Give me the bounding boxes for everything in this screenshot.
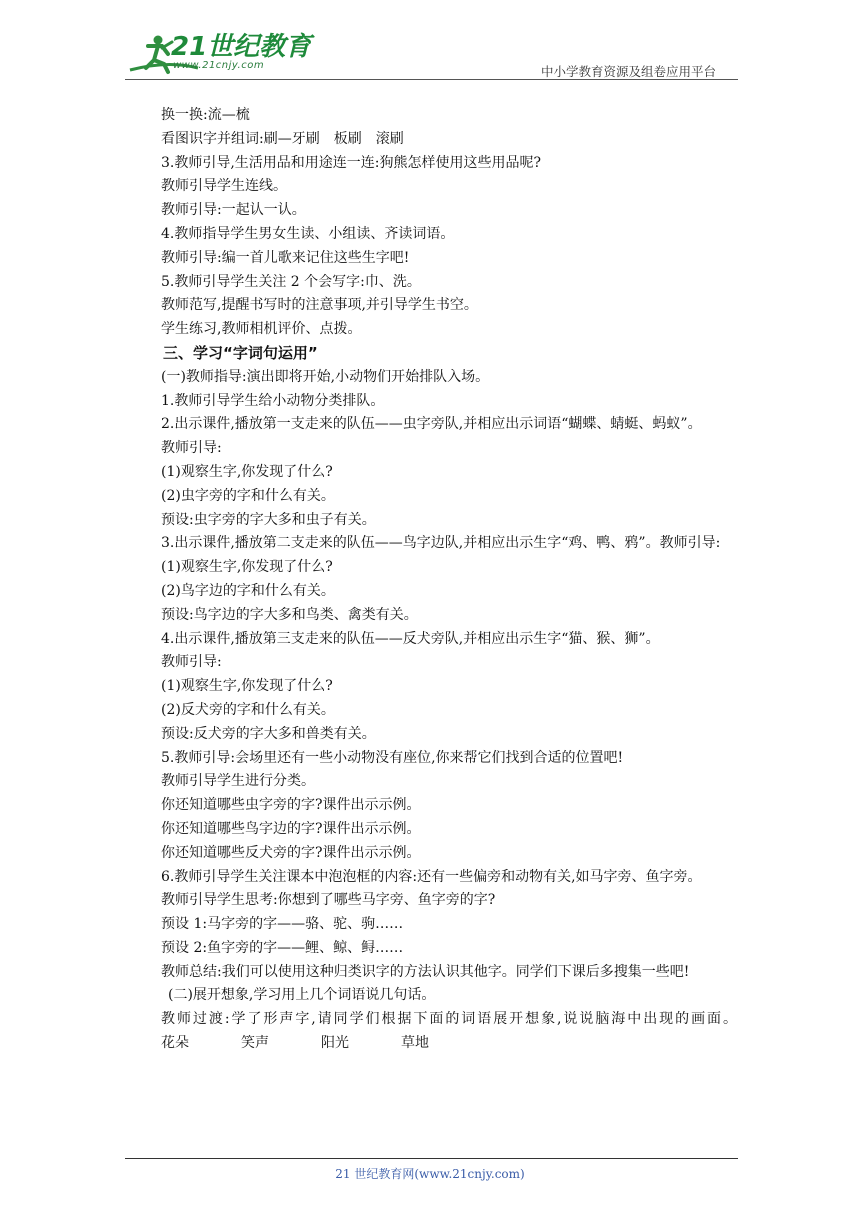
text-line: 教师引导学生进行分类。 [161, 773, 315, 790]
text-line: 预设:虫字旁的字大多和虫子有关。 [161, 511, 376, 528]
word-item: 笑声 [241, 1035, 269, 1052]
text-line: 3.教师引导,生活用品和用途连一连:狗熊怎样使用这些用品呢? [161, 154, 542, 171]
text-line: (一)教师指导:演出即将开始,小动物们开始排队入场。 [161, 368, 490, 385]
word-item: 草地 [401, 1035, 429, 1052]
text-line: 你还知道哪些反犬旁的字?课件出示示例。 [161, 844, 421, 861]
header-divider [125, 79, 738, 80]
logo-url: www.21cnjy.com [173, 60, 265, 71]
word-list [141, 1035, 461, 1051]
text-line: 你还知道哪些虫字旁的字?课件出示示例。 [161, 797, 421, 814]
text-line: 教师引导学生思考:你想到了哪些马字旁、鱼字旁的字? [161, 892, 496, 909]
text-line [141, 1008, 737, 1056]
text-line: 4.教师指导学生男女生读、小组读、齐读词语。 [161, 225, 455, 242]
section-heading: 三、学习“字词句运用” [163, 343, 318, 362]
text-line: 1.教师引导学生给小动物分类排队。 [161, 392, 385, 409]
text-line: 教师总结:我们可以使用这种归类识字的方法认识其他字。同学们下课后多搜集一些吧! [161, 963, 690, 980]
text-line: 看图识字并组词:刷—牙刷 板刷 滚刷 [161, 130, 404, 147]
text-line: 预设:鸟字边的字大多和鸟类、禽类有关。 [161, 606, 418, 623]
text-line: (2)反犬旁的字和什么有关。 [161, 701, 335, 718]
text-line: 教师引导: [161, 440, 222, 457]
text-line: 教师引导:一起认一认。 [161, 202, 306, 219]
text-line: 教师范写,提醒书写时的注意事项,并引导学生书空。 [161, 297, 478, 314]
text-line: 教师引导: [161, 654, 222, 671]
transition-text: 教师过渡:学了形声字,请同学们根据下面的词语展开想象,说说脑海中出现的画面。 [161, 1011, 737, 1028]
platform-title: 中小学教育资源及组卷应用平台 [541, 64, 717, 79]
text-line: 教师引导:编一首儿歌来记住这些生字吧! [161, 249, 410, 266]
page-header [0, 0, 860, 82]
text-line: 换一换:流—梳 [161, 107, 250, 123]
text-line: 6.教师引导学生关注课本中泡泡框的内容:还有一些偏旁和动物有关,如马字旁、鱼字旁。 [161, 868, 702, 885]
text-line: (2)鸟字边的字和什么有关。 [161, 582, 335, 599]
text-line: 学生练习,教师相机评价、点拨。 [161, 321, 362, 338]
text-line: (2)虫字旁的字和什么有关。 [161, 487, 335, 504]
text-line: 教师引导学生连线。 [161, 178, 287, 195]
text-line: (1)观察生字,你发现了什么? [161, 463, 333, 480]
text-line: (1)观察生字,你发现了什么? [161, 678, 333, 695]
document-body [141, 104, 737, 1056]
text-line: 5.教师引导学生关注 2 个会写字:巾、洗。 [161, 273, 421, 290]
logo-text: 21世纪教育 [171, 32, 312, 62]
text-line: (二)展开想象,学习用上几个词语说几句话。 [168, 987, 436, 1004]
text-line: 预设 2:鱼字旁的字——鲤、鲸、鲟…… [161, 939, 404, 956]
text-line: (1)观察生字,你发现了什么? [161, 559, 333, 576]
footer-divider [125, 1158, 738, 1159]
word-item: 阳光 [321, 1035, 349, 1052]
text-line: 你还知道哪些鸟字边的字?课件出示示例。 [161, 820, 421, 837]
text-line: 预设 1:马字旁的字——骆、驼、驹…… [161, 916, 404, 933]
word-item: 花朵 [161, 1035, 189, 1052]
text-line: 4.出示课件,播放第三支走来的队伍——反犬旁队,并相应出示生字“猫、猴、狮”。 [161, 630, 660, 647]
text-line: 预设:反犬旁的字大多和兽类有关。 [161, 725, 376, 742]
page-footer: 21 世纪教育网(www.21cnjy.com) [335, 1167, 525, 1181]
text-line: 5.教师引导:会场里还有一些小动物没有座位,你来帮它们找到合适的位置吧! [161, 749, 624, 766]
text-line: 2.出示课件,播放第一支走来的队伍——虫字旁队,并相应出示词语“蝴蝶、蜻蜓、蚂蚁”。 [161, 416, 702, 433]
text-line: 3.出示课件,播放第二支走来的队伍——鸟字边队,并相应出示生字“鸡、鸭、鸦”。教师引导: [161, 535, 721, 552]
